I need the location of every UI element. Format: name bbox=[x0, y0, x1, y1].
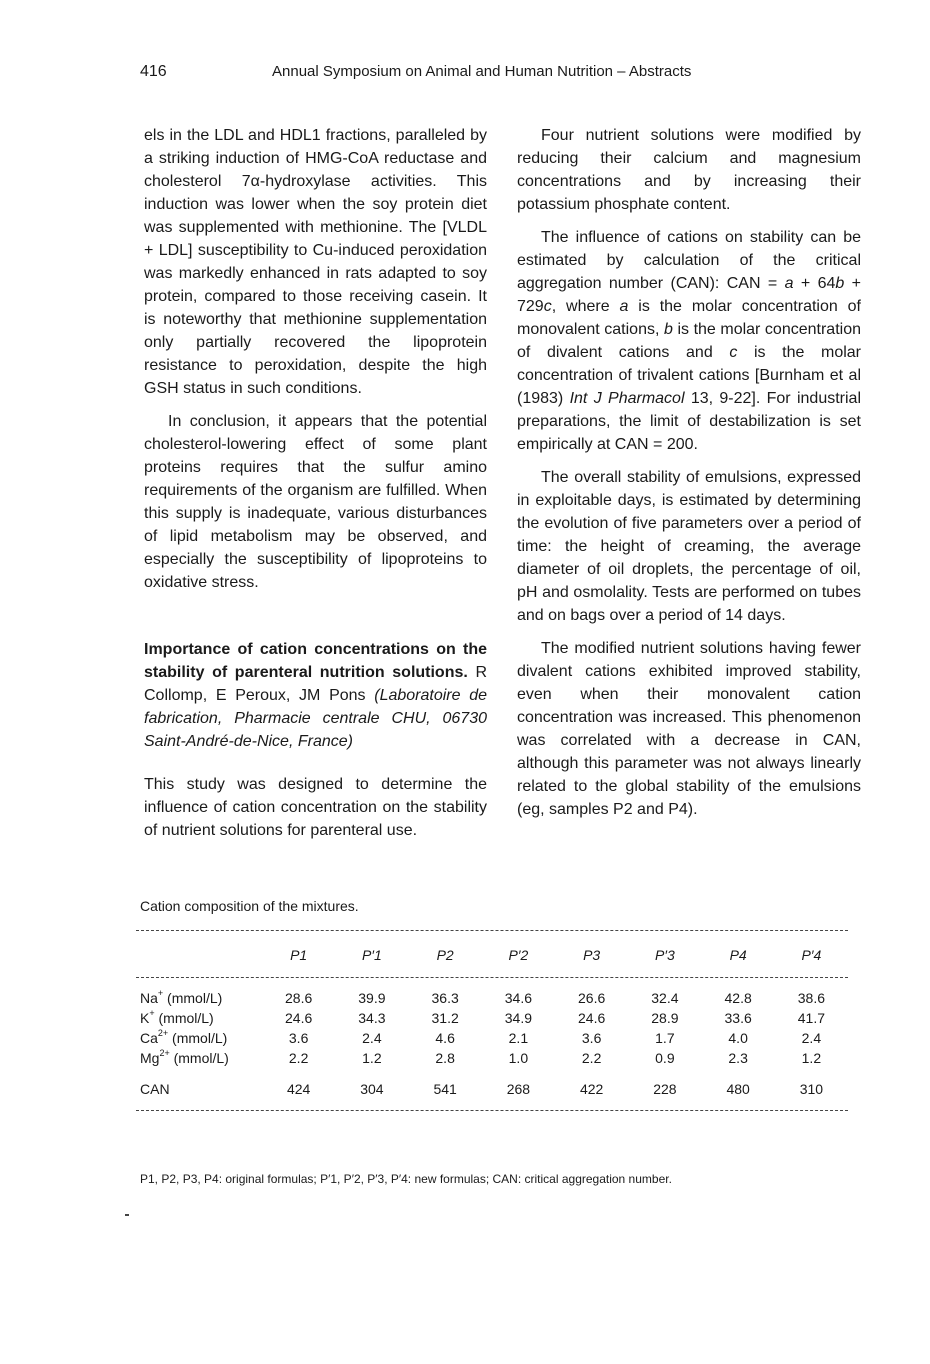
table-cell: 24.6 bbox=[578, 1010, 606, 1026]
row-label bbox=[136, 1048, 262, 1068]
ion-charge: + bbox=[149, 1008, 155, 1018]
paragraph: This study was designed to determine the influence of cation concentration on the stability of nutrient solutions for parenteral use. bbox=[144, 776, 487, 839]
paragraph: els in the LDL and HDL1 fractions, paralleled by a striking induction of HMG-CoA reductase and cholesterol 7α-hydroxylase activities. This induction was lower when the soy protein diet was supplemented with methionine. The [VLDL + LDL] susceptibility to Cu-induced peroxidation was markedly enhanced in rats adapted to soy protein, compared to those receiving casein. It is noteworthy that methionine supplementation only partially recovered the lipoprotein resistance to peroxidation, despite the high GSH status in such conditions. bbox=[144, 127, 487, 397]
column-header: P′2 bbox=[508, 947, 529, 963]
paragraph: The modified nutrient solutions having fewer divalent cations exhibited improved stability, even when their monovalent cation concentration was increased. This phenomenon was correlated with a decrease in CAN, although this parameter was not always linearly related to the global stability of the emulsions (eg, samples P2 and P4). bbox=[517, 640, 861, 818]
column-header: P2 bbox=[436, 947, 454, 963]
ion-symbol: Mg bbox=[140, 1050, 160, 1066]
text-run: , where bbox=[551, 298, 620, 315]
table-cell: 33.6 bbox=[724, 1010, 752, 1026]
text-run: + 729 bbox=[517, 275, 862, 315]
table-cell: 32.4 bbox=[651, 990, 679, 1006]
column-header: P1 bbox=[290, 947, 308, 963]
table-cell: 26.6 bbox=[578, 990, 606, 1006]
row-label bbox=[136, 1028, 262, 1048]
paragraph-can-equation bbox=[517, 226, 861, 456]
row-label bbox=[136, 988, 262, 1008]
table-cell: 2.2 bbox=[288, 1050, 309, 1066]
table-cell: 268 bbox=[506, 1081, 531, 1097]
table-cell: 1.2 bbox=[362, 1050, 382, 1066]
table-cell: 28.9 bbox=[651, 1010, 679, 1026]
table-cell: 39.9 bbox=[358, 990, 386, 1006]
column-header: P4 bbox=[729, 947, 747, 963]
table-cell: 2.8 bbox=[435, 1050, 455, 1066]
table-cell: 2.1 bbox=[508, 1030, 529, 1046]
can-row bbox=[136, 1068, 848, 1110]
ion-symbol: Ca bbox=[140, 1030, 158, 1046]
abstract-authors: R Collomp, E Peroux, JM Pons bbox=[144, 664, 487, 704]
data-table bbox=[136, 931, 848, 1110]
table-cell: 36.3 bbox=[431, 990, 459, 1006]
row-label bbox=[136, 1008, 262, 1028]
variable: b bbox=[663, 321, 673, 338]
table-cell: 2.2 bbox=[581, 1050, 602, 1066]
variable: c bbox=[543, 298, 552, 315]
ion-charge: + bbox=[157, 988, 164, 998]
unit-label: (mmol/L) bbox=[163, 990, 223, 1006]
paragraph: Four nutrient solutions were modified by reducing their calcium and magnesium concentrations and by increasing their potassium phosphate content. bbox=[517, 127, 861, 213]
table-cell: 424 bbox=[286, 1081, 311, 1097]
text-run: is the molar concentration of trivalent cations [Burnham et al (1983) bbox=[517, 344, 861, 407]
ion-charge: 2+ bbox=[157, 1028, 169, 1038]
table-cell: 4.6 bbox=[435, 1030, 455, 1046]
table-cell: 1.7 bbox=[655, 1030, 675, 1046]
table-cell: 3.6 bbox=[288, 1030, 309, 1046]
paragraph: In conclusion, it appears that the potential cholesterol-lowering effect of some plant proteins requires that the sulfur amino requirements of the organism are fulfilled. When this supply is inadequate, various disturbances of lipid metabolism may be observed, and especially the susceptibility of lipoproteins to oxidative stress. bbox=[144, 413, 487, 591]
table-cell: 480 bbox=[726, 1081, 750, 1097]
table-cell: 1.0 bbox=[508, 1050, 529, 1066]
table-caption: Cation composition of the mixtures. bbox=[140, 898, 359, 914]
variable: b bbox=[835, 275, 845, 292]
text-run: + 64 bbox=[793, 275, 836, 292]
table-row bbox=[136, 1028, 848, 1048]
running-title: Annual Symposium on Animal and Human Nutrition – Abstracts bbox=[272, 63, 692, 80]
table-header-row bbox=[136, 931, 848, 977]
abstract-affiliation: (Laboratoire de fabrication, Pharmacie centrale CHU, 06730 Saint-André-de-Nice, France) bbox=[144, 687, 488, 750]
cation-table bbox=[136, 930, 848, 1111]
header-separator bbox=[136, 977, 848, 988]
abstract-title: Importance of cation concentrations on the stability of parenteral nutrition solutions. bbox=[144, 641, 487, 681]
journal-name: Int J Pharmacol bbox=[569, 390, 685, 407]
table-cell: 310 bbox=[799, 1081, 824, 1097]
table-row bbox=[136, 1048, 848, 1068]
page-number: 416 bbox=[140, 63, 167, 80]
column-header: P′4 bbox=[801, 947, 822, 963]
table-bottom-rule bbox=[136, 1110, 848, 1111]
table-cell: 422 bbox=[579, 1081, 604, 1097]
stray-mark bbox=[125, 1214, 129, 1216]
ion-charge: 2+ bbox=[159, 1048, 170, 1058]
table-cell: 38.6 bbox=[797, 990, 825, 1006]
table-cell: 3.6 bbox=[581, 1030, 602, 1046]
text-run: is the molar concentration of monovalent cations, bbox=[517, 298, 861, 338]
table-cell: 0.9 bbox=[655, 1050, 675, 1066]
table-footnote: P1, P2, P3, P4: original formulas; P′1, P′2, P′3, P′4: new formulas; CAN: critical aggregation number. bbox=[140, 1172, 672, 1186]
table-cell: 42.8 bbox=[724, 990, 752, 1006]
table-cell: 4.0 bbox=[728, 1030, 748, 1046]
ion-symbol: K bbox=[140, 1010, 150, 1026]
table-cell: 2.3 bbox=[728, 1050, 748, 1066]
unit-label: (mmol/L) bbox=[168, 1030, 228, 1046]
table-cell: 228 bbox=[653, 1081, 677, 1097]
variable: a bbox=[784, 275, 794, 292]
table-cell: 34.3 bbox=[358, 1010, 386, 1026]
column-header: P3 bbox=[583, 947, 601, 963]
unit-label: (mmol/L) bbox=[169, 1050, 229, 1066]
left-column bbox=[144, 124, 487, 852]
table-row bbox=[136, 1008, 848, 1028]
text-run: The influence of cations on stability can be estimated by calculation of the critical aggregation number (CAN): CAN = bbox=[517, 229, 861, 292]
table-cell: 2.4 bbox=[801, 1030, 822, 1046]
table-cell: 304 bbox=[360, 1081, 384, 1097]
unit-label: (mmol/L) bbox=[154, 1010, 214, 1026]
table-cell: 41.7 bbox=[797, 1010, 825, 1026]
table-cell: 34.9 bbox=[504, 1010, 532, 1026]
right-column bbox=[517, 124, 861, 831]
table-cell: 28.6 bbox=[285, 990, 313, 1006]
table-cell: 31.2 bbox=[431, 1010, 459, 1026]
table-cell: 2.4 bbox=[362, 1030, 382, 1046]
table-cell: 34.6 bbox=[504, 990, 532, 1006]
variable: c bbox=[729, 344, 738, 361]
variable: a bbox=[619, 298, 629, 315]
row-label: CAN bbox=[140, 1081, 170, 1097]
table-cell: 1.2 bbox=[801, 1050, 822, 1066]
running-header bbox=[0, 63, 930, 87]
column-header: P′1 bbox=[362, 947, 382, 963]
text-run: is the molar concentration of divalent cations and bbox=[517, 321, 861, 361]
paragraph: The overall stability of emulsions, expressed in exploitable days, is estimated by determining the evolution of five parameters over a period of time: the height of creaming, the average diameter of oil droplets, the percentage of oil, pH and osmolality. Tests are performed on tubes and on bags over a period of 14 days. bbox=[517, 469, 861, 624]
corner-cell bbox=[136, 931, 262, 977]
table-cell: 541 bbox=[433, 1081, 457, 1097]
table-row bbox=[136, 988, 848, 1008]
column-header: P′3 bbox=[655, 947, 675, 963]
abstract-heading bbox=[144, 638, 487, 753]
text-run: 13, 9-22]. For industrial preparations, the limit of destabilization is set empirically at CAN = 200. bbox=[517, 390, 861, 453]
ion-symbol: Na bbox=[140, 990, 158, 1006]
table-cell: 24.6 bbox=[285, 1010, 313, 1026]
